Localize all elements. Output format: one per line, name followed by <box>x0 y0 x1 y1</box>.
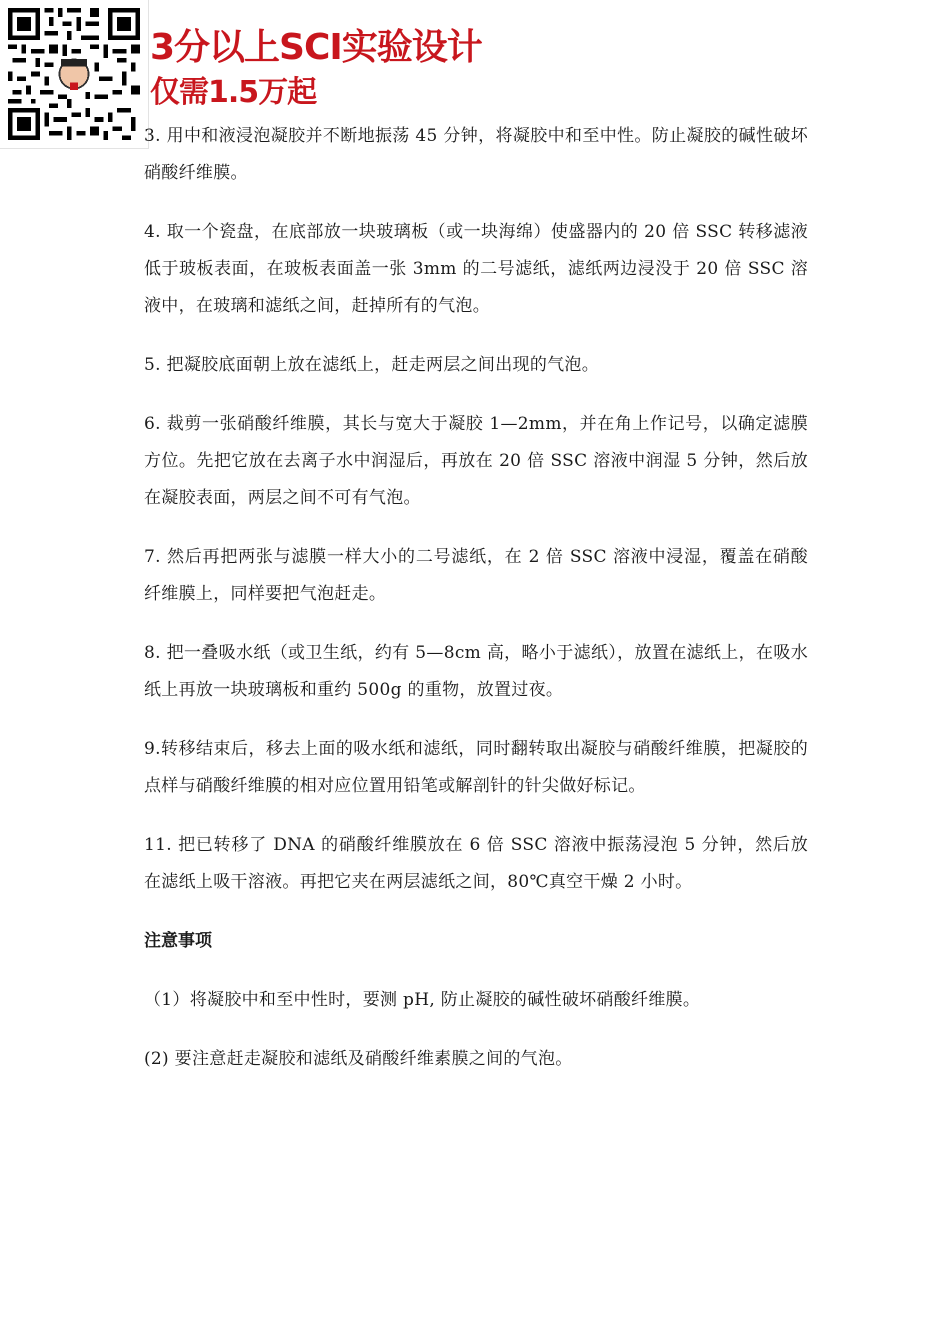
step-9: 9.转移结束后，移去上面的吸水纸和滤纸，同时翻转取出凝胶与硝酸纤维膜，把凝胶的点样与硝酸纤维膜的相对应位置用铅笔或解剖针的针尖做好标记。 <box>144 739 808 796</box>
document-body <box>144 118 808 1100</box>
note-item: （1）将凝胶中和至中性时，要测 pH, 防止凝胶的碱性破坏硝酸纤维膜。 <box>144 990 701 1010</box>
step-7: 7. 然后再把两张与滤膜一样大小的二号滤纸，在 2 倍 SSC 溶液中浸湿，覆盖在硝酸纤维膜上，同样要把气泡赶走。 <box>144 547 808 604</box>
step-3: 3. 用中和液浸泡凝胶并不断地振荡 45 分钟，将凝胶中和至中性。防止凝胶的碱性破坏硝酸纤维膜。 <box>144 126 808 183</box>
notes-heading: 注意事项 <box>144 931 212 951</box>
promo-headline[interactable]: 3分以上SCI实验设计 <box>150 27 482 68</box>
step-6: 6. 裁剪一张硝酸纤维膜，其长与宽大于凝胶 1—2mm，并在角上作记号，以确定滤膜方位。先把它放在去离子水中润湿后，再放在 20 倍 SSC 溶液中润湿 5 分钟，然后放在凝胶表面，两层之间不可有气泡。 <box>144 414 808 508</box>
step-4: 4. 取一个瓷盘，在底部放一块玻璃板（或一块海绵）使盛器内的 20 倍 SSC 转移滤液低于玻板表面，在玻板表面盖一张 3mm 的二号滤纸，滤纸两边浸没于 20 倍 SSC 溶液中，在玻璃和滤纸之间，赶掉所有的气泡。 <box>144 222 808 316</box>
note-item: (2) 要注意赶走凝胶和滤纸及硝酸纤维素膜之间的气泡。 <box>144 1049 573 1069</box>
step-5: 5. 把凝胶底面朝上放在滤纸上，赶走两层之间出现的气泡。 <box>144 355 600 375</box>
promo-banner[interactable] <box>0 0 482 149</box>
step-8: 8. 把一叠吸水纸（或卫生纸，约有 5—8cm 高，略小于滤纸），放置在滤纸上，在吸水纸上再放一块玻璃板和重约 500g 的重物，放置过夜。 <box>144 643 808 700</box>
promo-text[interactable] <box>150 27 482 110</box>
step-11: 11. 把已转移了 DNA 的硝酸纤维膜放在 6 倍 SSC 溶液中振荡浸泡 5 分钟，然后放在滤纸上吸干溶液。再把它夹在两层滤纸之间，80℃真空干燥 2 小时。 <box>144 835 808 892</box>
qr-code-icon[interactable] <box>8 8 140 140</box>
promo-price[interactable]: 仅需1.5万起 <box>150 75 317 110</box>
